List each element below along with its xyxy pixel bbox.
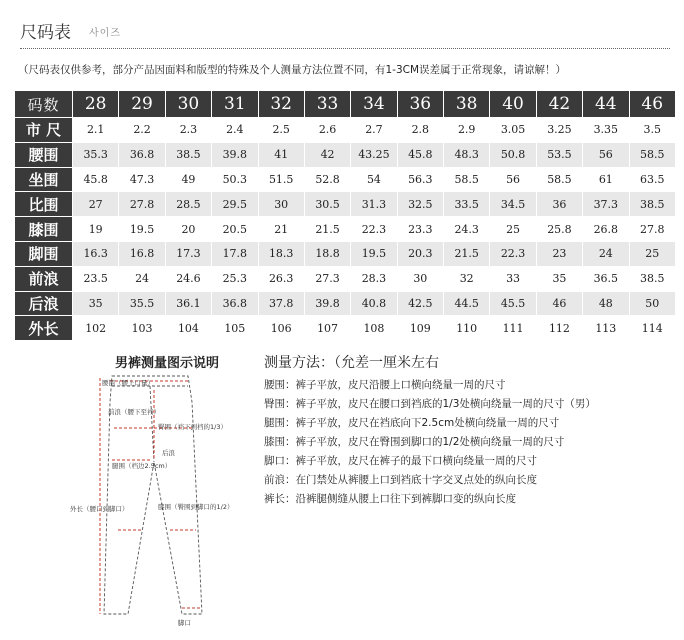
table-cell: 2.4 bbox=[212, 118, 258, 143]
table-cell: 25.8 bbox=[536, 217, 582, 242]
size-cell: 44 bbox=[583, 91, 629, 118]
table-cell: 106 bbox=[258, 316, 304, 341]
table-cell: 25.3 bbox=[212, 266, 258, 291]
table-cell: 48 bbox=[583, 291, 629, 316]
table-cell: 45.5 bbox=[490, 291, 536, 316]
method-item: 臀围：裤子平放，皮尺在腰口到裆底的1/3处横向绕量一周的尺寸（男） bbox=[264, 398, 596, 410]
table-row bbox=[15, 142, 676, 167]
table-cell: 36.5 bbox=[583, 266, 629, 291]
table-cell: 56 bbox=[490, 167, 536, 192]
table-cell: 2.5 bbox=[258, 118, 304, 143]
method-item: 裤长：沿裤腿侧缝从腰上口往下到裤脚口变的纵向长度 bbox=[264, 493, 516, 505]
table-cell: 2.9 bbox=[444, 118, 490, 143]
table-cell: 2.3 bbox=[165, 118, 211, 143]
table-cell: 50.8 bbox=[490, 142, 536, 167]
table-cell: 23 bbox=[536, 241, 582, 266]
table-cell: 39.8 bbox=[212, 142, 258, 167]
table-cell: 3.25 bbox=[536, 118, 582, 143]
table-cell: 2.6 bbox=[304, 118, 350, 143]
row-label: 坐围 bbox=[15, 167, 73, 192]
table-row bbox=[15, 291, 676, 316]
label-outseam: 外长（腰口到脚口） bbox=[70, 505, 129, 513]
table-cell: 114 bbox=[629, 316, 676, 341]
table-cell: 45.8 bbox=[397, 142, 443, 167]
size-table bbox=[14, 90, 676, 341]
table-cell: 50 bbox=[629, 291, 676, 316]
table-cell: 24 bbox=[583, 241, 629, 266]
method-item: 腰围：裤子平放，皮尺沿腰上口横向绕量一周的尺寸 bbox=[264, 379, 506, 391]
table-cell: 54 bbox=[351, 167, 397, 192]
table-cell: 32 bbox=[444, 266, 490, 291]
table-cell: 48.3 bbox=[444, 142, 490, 167]
size-cell: 30 bbox=[165, 91, 211, 118]
table-cell: 21.5 bbox=[304, 217, 350, 242]
table-cell: 105 bbox=[212, 316, 258, 341]
table-cell: 28.5 bbox=[165, 192, 211, 217]
method-item: 前浪：在门禁处从裤腰上口到裆底十字交叉点处的纵向长度 bbox=[264, 474, 537, 486]
table-cell: 36 bbox=[536, 192, 582, 217]
table-cell: 24.6 bbox=[165, 266, 211, 291]
table-cell: 108 bbox=[351, 316, 397, 341]
table-cell: 30 bbox=[258, 192, 304, 217]
table-cell: 20.3 bbox=[397, 241, 443, 266]
table-cell: 112 bbox=[536, 316, 582, 341]
label-knee: 膝围（臀围到脚口的1/2） bbox=[158, 503, 234, 511]
table-row bbox=[15, 118, 676, 143]
table-cell: 63.5 bbox=[629, 167, 676, 192]
table-cell: 23.3 bbox=[397, 217, 443, 242]
table-cell: 25 bbox=[490, 217, 536, 242]
table-cell: 56.3 bbox=[397, 167, 443, 192]
measurement-method bbox=[264, 348, 674, 638]
table-cell: 27.8 bbox=[119, 192, 165, 217]
table-cell: 104 bbox=[165, 316, 211, 341]
size-header-row bbox=[15, 91, 676, 118]
label-waist: 腰围（腰上口量） bbox=[102, 379, 154, 387]
label-thigh: 腿围（档边2.5cm） bbox=[112, 462, 172, 470]
size-cell: 31 bbox=[212, 91, 258, 118]
table-cell: 28.3 bbox=[351, 266, 397, 291]
table-cell: 103 bbox=[119, 316, 165, 341]
size-cell: 46 bbox=[629, 91, 676, 118]
table-cell: 30 bbox=[397, 266, 443, 291]
table-cell: 35 bbox=[536, 266, 582, 291]
size-cell: 33 bbox=[304, 91, 350, 118]
table-cell: 113 bbox=[583, 316, 629, 341]
disclaimer-note: （尺码表仅供参考，部分产品因面料和版型的特殊及个人测量方法位置不同，有1-3CM误差属于正常现象，请谅解！） bbox=[18, 64, 567, 76]
table-cell: 49 bbox=[165, 167, 211, 192]
table-cell: 41 bbox=[258, 142, 304, 167]
pants-outline-drawing bbox=[70, 352, 270, 640]
size-chart-header bbox=[14, 14, 674, 84]
table-row bbox=[15, 266, 676, 291]
table-cell: 22.3 bbox=[351, 217, 397, 242]
table-cell: 25 bbox=[629, 241, 676, 266]
page-title: 尺码表 bbox=[20, 23, 71, 43]
row-label: 后浪 bbox=[15, 291, 73, 316]
size-cell: 32 bbox=[258, 91, 304, 118]
table-cell: 2.2 bbox=[119, 118, 165, 143]
row-label: 比围 bbox=[15, 192, 73, 217]
pants-diagram bbox=[70, 352, 270, 640]
table-cell: 17.8 bbox=[212, 241, 258, 266]
table-cell: 51.5 bbox=[258, 167, 304, 192]
table-cell: 24 bbox=[119, 266, 165, 291]
table-cell: 107 bbox=[304, 316, 350, 341]
table-row bbox=[15, 316, 676, 341]
size-cell: 38 bbox=[444, 91, 490, 118]
table-cell: 58.5 bbox=[444, 167, 490, 192]
table-cell: 2.1 bbox=[73, 118, 119, 143]
row-label: 外长 bbox=[15, 316, 73, 341]
table-cell: 38.5 bbox=[165, 142, 211, 167]
table-row bbox=[15, 192, 676, 217]
table-cell: 102 bbox=[73, 316, 119, 341]
table-cell: 16.8 bbox=[119, 241, 165, 266]
table-cell: 22.3 bbox=[490, 241, 536, 266]
table-cell: 26.3 bbox=[258, 266, 304, 291]
table-row bbox=[15, 167, 676, 192]
table-cell: 47.3 bbox=[119, 167, 165, 192]
size-cell: 36 bbox=[397, 91, 443, 118]
table-cell: 34.5 bbox=[490, 192, 536, 217]
table-cell: 36.8 bbox=[212, 291, 258, 316]
table-cell: 38.5 bbox=[629, 266, 676, 291]
row-label: 膝围 bbox=[15, 217, 73, 242]
table-cell: 58.5 bbox=[629, 142, 676, 167]
table-cell: 111 bbox=[490, 316, 536, 341]
table-cell: 42.5 bbox=[397, 291, 443, 316]
table-cell: 18.3 bbox=[258, 241, 304, 266]
table-cell: 52.8 bbox=[304, 167, 350, 192]
table-cell: 33.5 bbox=[444, 192, 490, 217]
table-cell: 58.5 bbox=[536, 167, 582, 192]
table-cell: 19.5 bbox=[119, 217, 165, 242]
table-cell: 42 bbox=[304, 142, 350, 167]
method-item: 膝围：裤子平放，皮尺在臀围到脚口的1/2处横向绕量一周的尺寸 bbox=[264, 436, 565, 448]
row-label: 前浪 bbox=[15, 266, 73, 291]
table-cell: 44.5 bbox=[444, 291, 490, 316]
table-cell: 20 bbox=[165, 217, 211, 242]
table-cell: 21.5 bbox=[444, 241, 490, 266]
size-cell: 40 bbox=[490, 91, 536, 118]
table-cell: 50.3 bbox=[212, 167, 258, 192]
table-cell: 30.5 bbox=[304, 192, 350, 217]
table-cell: 33 bbox=[490, 266, 536, 291]
table-cell: 45.8 bbox=[73, 167, 119, 192]
table-cell: 3.5 bbox=[629, 118, 676, 143]
table-cell: 39.8 bbox=[304, 291, 350, 316]
label-leg-opening: 脚口 bbox=[178, 619, 191, 627]
table-cell: 31.3 bbox=[351, 192, 397, 217]
row-label: 脚围 bbox=[15, 241, 73, 266]
table-cell: 36.8 bbox=[119, 142, 165, 167]
table-cell: 19.5 bbox=[351, 241, 397, 266]
table-cell: 56 bbox=[583, 142, 629, 167]
size-cell: 28 bbox=[73, 91, 119, 118]
method-item: 腿围：裤子平放，皮尺在裆底向下2.5cm处横向绕量一周的尺寸 bbox=[264, 417, 560, 429]
label-back-rise: 后浪 bbox=[162, 449, 175, 457]
table-cell: 40.8 bbox=[351, 291, 397, 316]
table-cell: 27 bbox=[73, 192, 119, 217]
table-cell: 29.5 bbox=[212, 192, 258, 217]
table-cell: 32.5 bbox=[397, 192, 443, 217]
table-row bbox=[15, 217, 676, 242]
table-cell: 27.3 bbox=[304, 266, 350, 291]
table-cell: 2.8 bbox=[397, 118, 443, 143]
table-cell: 19 bbox=[73, 217, 119, 242]
size-cell: 42 bbox=[536, 91, 582, 118]
method-title: 测量方法：（允差一厘米左右 bbox=[264, 355, 439, 371]
table-cell: 46 bbox=[536, 291, 582, 316]
table-cell: 27.8 bbox=[629, 217, 676, 242]
table-cell: 37.3 bbox=[583, 192, 629, 217]
diagram-title: 男裤测量图示说明 bbox=[115, 356, 220, 371]
table-cell: 109 bbox=[397, 316, 443, 341]
table-cell: 23.5 bbox=[73, 266, 119, 291]
table-cell: 26.8 bbox=[583, 217, 629, 242]
table-cell: 43.25 bbox=[351, 142, 397, 167]
row-label: 腰围 bbox=[15, 142, 73, 167]
size-cell: 34 bbox=[351, 91, 397, 118]
table-cell: 24.3 bbox=[444, 217, 490, 242]
decorative-divider bbox=[20, 48, 670, 49]
table-cell: 17.3 bbox=[165, 241, 211, 266]
table-cell: 16.3 bbox=[73, 241, 119, 266]
label-hip: 臀围（裆下到档的1/3） bbox=[158, 423, 227, 431]
table-cell: 36.1 bbox=[165, 291, 211, 316]
table-cell: 35.5 bbox=[119, 291, 165, 316]
table-cell: 21 bbox=[258, 217, 304, 242]
table-cell: 35 bbox=[73, 291, 119, 316]
table-cell: 61 bbox=[583, 167, 629, 192]
page-subtitle: 사이즈 bbox=[89, 28, 121, 39]
table-cell: 38.5 bbox=[629, 192, 676, 217]
table-cell: 3.35 bbox=[583, 118, 629, 143]
table-cell: 37.8 bbox=[258, 291, 304, 316]
method-item: 脚口：裤子平放，皮尺在裤子的最下口横向绕量一周的尺寸 bbox=[264, 455, 537, 467]
table-cell: 35.3 bbox=[73, 142, 119, 167]
size-cell: 29 bbox=[119, 91, 165, 118]
label-front-rise: 前浪（腰下至裆） bbox=[108, 408, 160, 416]
table-cell: 20.5 bbox=[212, 217, 258, 242]
row-label: 市 尺 bbox=[15, 118, 73, 143]
table-cell: 3.05 bbox=[490, 118, 536, 143]
size-header-label: 码数 bbox=[15, 91, 73, 118]
table-cell: 110 bbox=[444, 316, 490, 341]
table-cell: 53.5 bbox=[536, 142, 582, 167]
table-row bbox=[15, 241, 676, 266]
table-cell: 18.8 bbox=[304, 241, 350, 266]
table-cell: 2.7 bbox=[351, 118, 397, 143]
